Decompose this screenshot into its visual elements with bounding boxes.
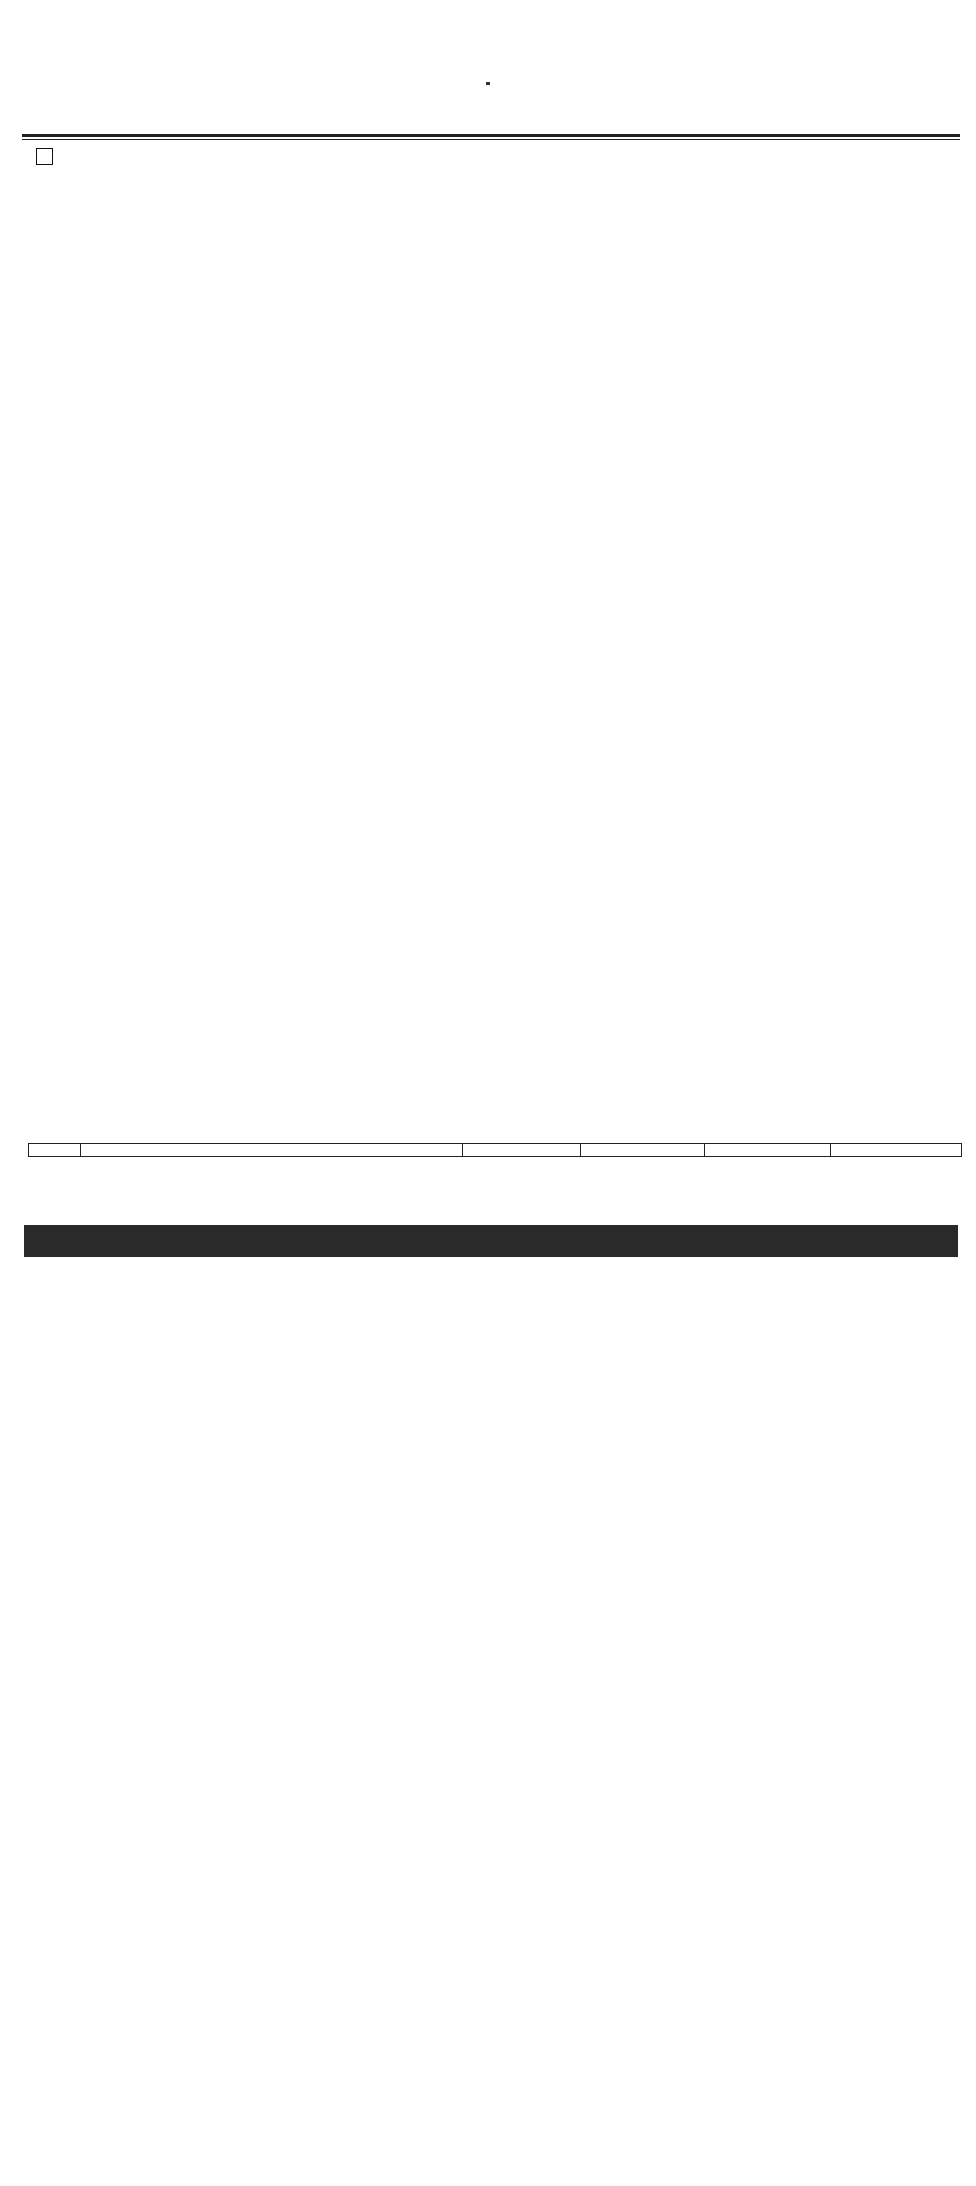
mcq-option-a <box>463 1144 581 1157</box>
mcq-option-b <box>581 1144 705 1157</box>
subjective-bar <box>24 1225 958 1257</box>
subject-title <box>0 42 976 84</box>
instruction <box>26 143 61 169</box>
mcq-table-15 <box>28 1143 962 1157</box>
subject-title-text <box>486 43 490 85</box>
mcq-question <box>81 1144 463 1157</box>
mcq-option-d <box>831 1144 962 1157</box>
mcq-option-c <box>705 1144 831 1157</box>
mcq-number <box>29 1144 81 1157</box>
table-row <box>29 1144 962 1157</box>
divider <box>22 134 960 137</box>
checkbox-icon <box>36 148 53 165</box>
paper-meta <box>28 92 946 132</box>
divider <box>22 139 960 140</box>
